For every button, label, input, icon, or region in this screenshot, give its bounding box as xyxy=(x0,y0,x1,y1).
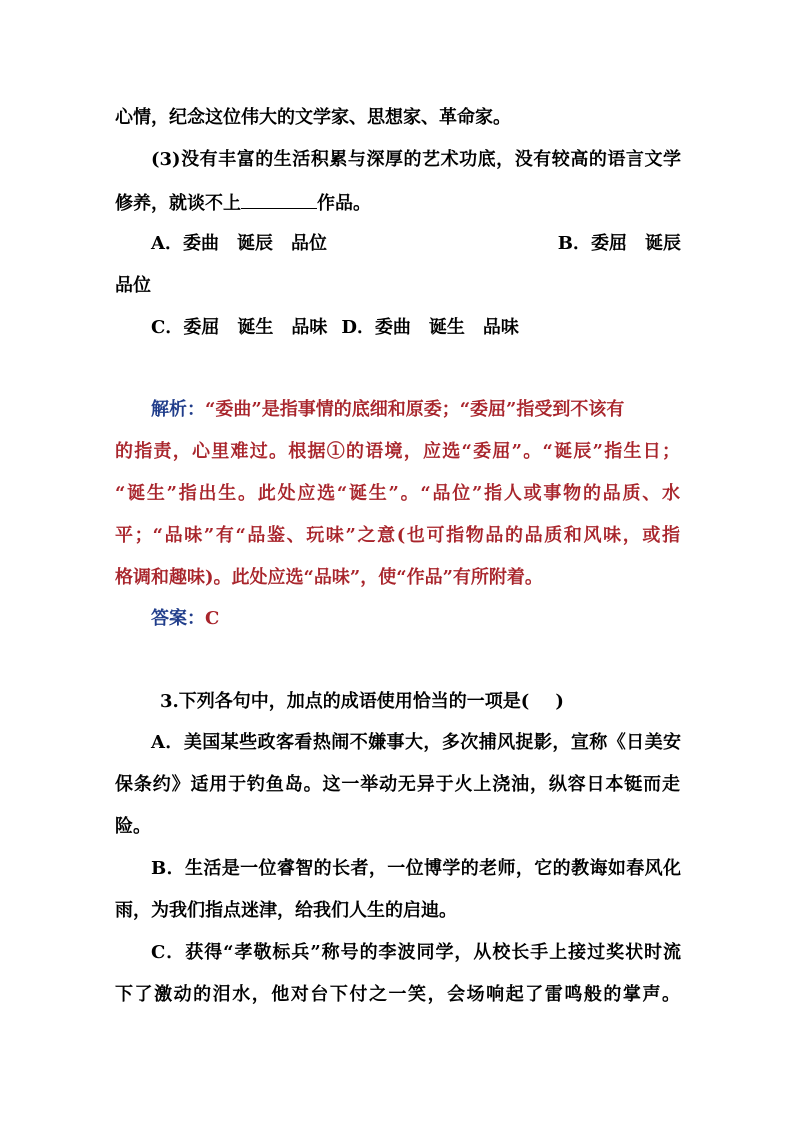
analysis-text1: “委曲”是指事情的底细和原委；“委屈”指受到不该有 xyxy=(205,399,625,420)
q2-sub3-line2 xyxy=(115,190,680,216)
answer-line xyxy=(151,607,681,631)
option-b-wrap: 品位 xyxy=(115,275,151,296)
answer-label: 答案： xyxy=(151,608,205,629)
q3-stem-close: ) xyxy=(555,691,564,712)
analysis-line2: 的指责，心里难过。根据①的语境，应选“委屈”。“诞辰”指生日； xyxy=(115,441,680,462)
q2-sub3-line1: (3)没有丰富的生活积累与深厚的艺术功底，没有较高的语言文学 xyxy=(151,149,681,170)
q3-option-a-line2: 保条约》适用于钓鱼岛。这一举动无异于火上浇油，纵容日本铤而走 xyxy=(115,774,680,795)
q2-sub3-line2-pre: 修养，就谈不上 xyxy=(115,193,241,214)
analysis-line4: 平；“品味”有“品鉴、玩味”之意(也可指物品的品质和风味，或指 xyxy=(115,525,680,546)
analysis-line1 xyxy=(151,398,681,422)
q2-cont-line1: 心情，纪念这位伟大的文学家、思想家、革命家。 xyxy=(115,107,511,128)
analysis-line5: 格调和趣味)。此处应选“品味”，使“作品”有所附着。 xyxy=(115,567,543,588)
option-d: D．委曲 诞生 品味 xyxy=(341,317,519,338)
answer-value: C xyxy=(205,608,220,629)
option-a: A．委曲 诞辰 品位 xyxy=(151,233,327,254)
analysis-line3: “诞生”指出生。此处应选“诞生”。“品位”指人或事物的品质、水 xyxy=(115,483,680,504)
option-b: B．委屈 诞辰 xyxy=(557,233,681,254)
q3-option-a-line3: 险。 xyxy=(115,816,151,837)
q3-stem-text: 3.下列各句中，加点的成语使用恰当的一项是( xyxy=(160,691,530,712)
q3-option-c-line2: 下了激动的泪水，他对台下付之一笑，会场响起了雷鸣般的掌声。 xyxy=(115,984,680,1005)
q3-stem xyxy=(160,690,680,714)
q3-option-b-line1: B．生活是一位睿智的长者，一位博学的老师，它的教诲如春风化 xyxy=(151,858,681,879)
q3-option-a-line1: A．美国某些政客看热闹不嫌事大，多次捕风捉影，宣称《日美安 xyxy=(151,732,681,753)
option-row-ab xyxy=(151,232,681,256)
q3-option-c-line1: C．获得“孝敬标兵”称号的李波同学，从校长手上接过奖状时流 xyxy=(151,942,681,963)
q3-option-b-line2: 雨，为我们指点迷津，给我们人生的启迪。 xyxy=(115,900,457,921)
analysis-label: 解析： xyxy=(151,399,205,420)
option-c: C．委屈 诞生 品味 xyxy=(151,317,328,338)
option-row-cd xyxy=(151,316,681,340)
answer-blank xyxy=(241,190,317,209)
q2-sub3-line2-post: 作品。 xyxy=(317,193,371,214)
